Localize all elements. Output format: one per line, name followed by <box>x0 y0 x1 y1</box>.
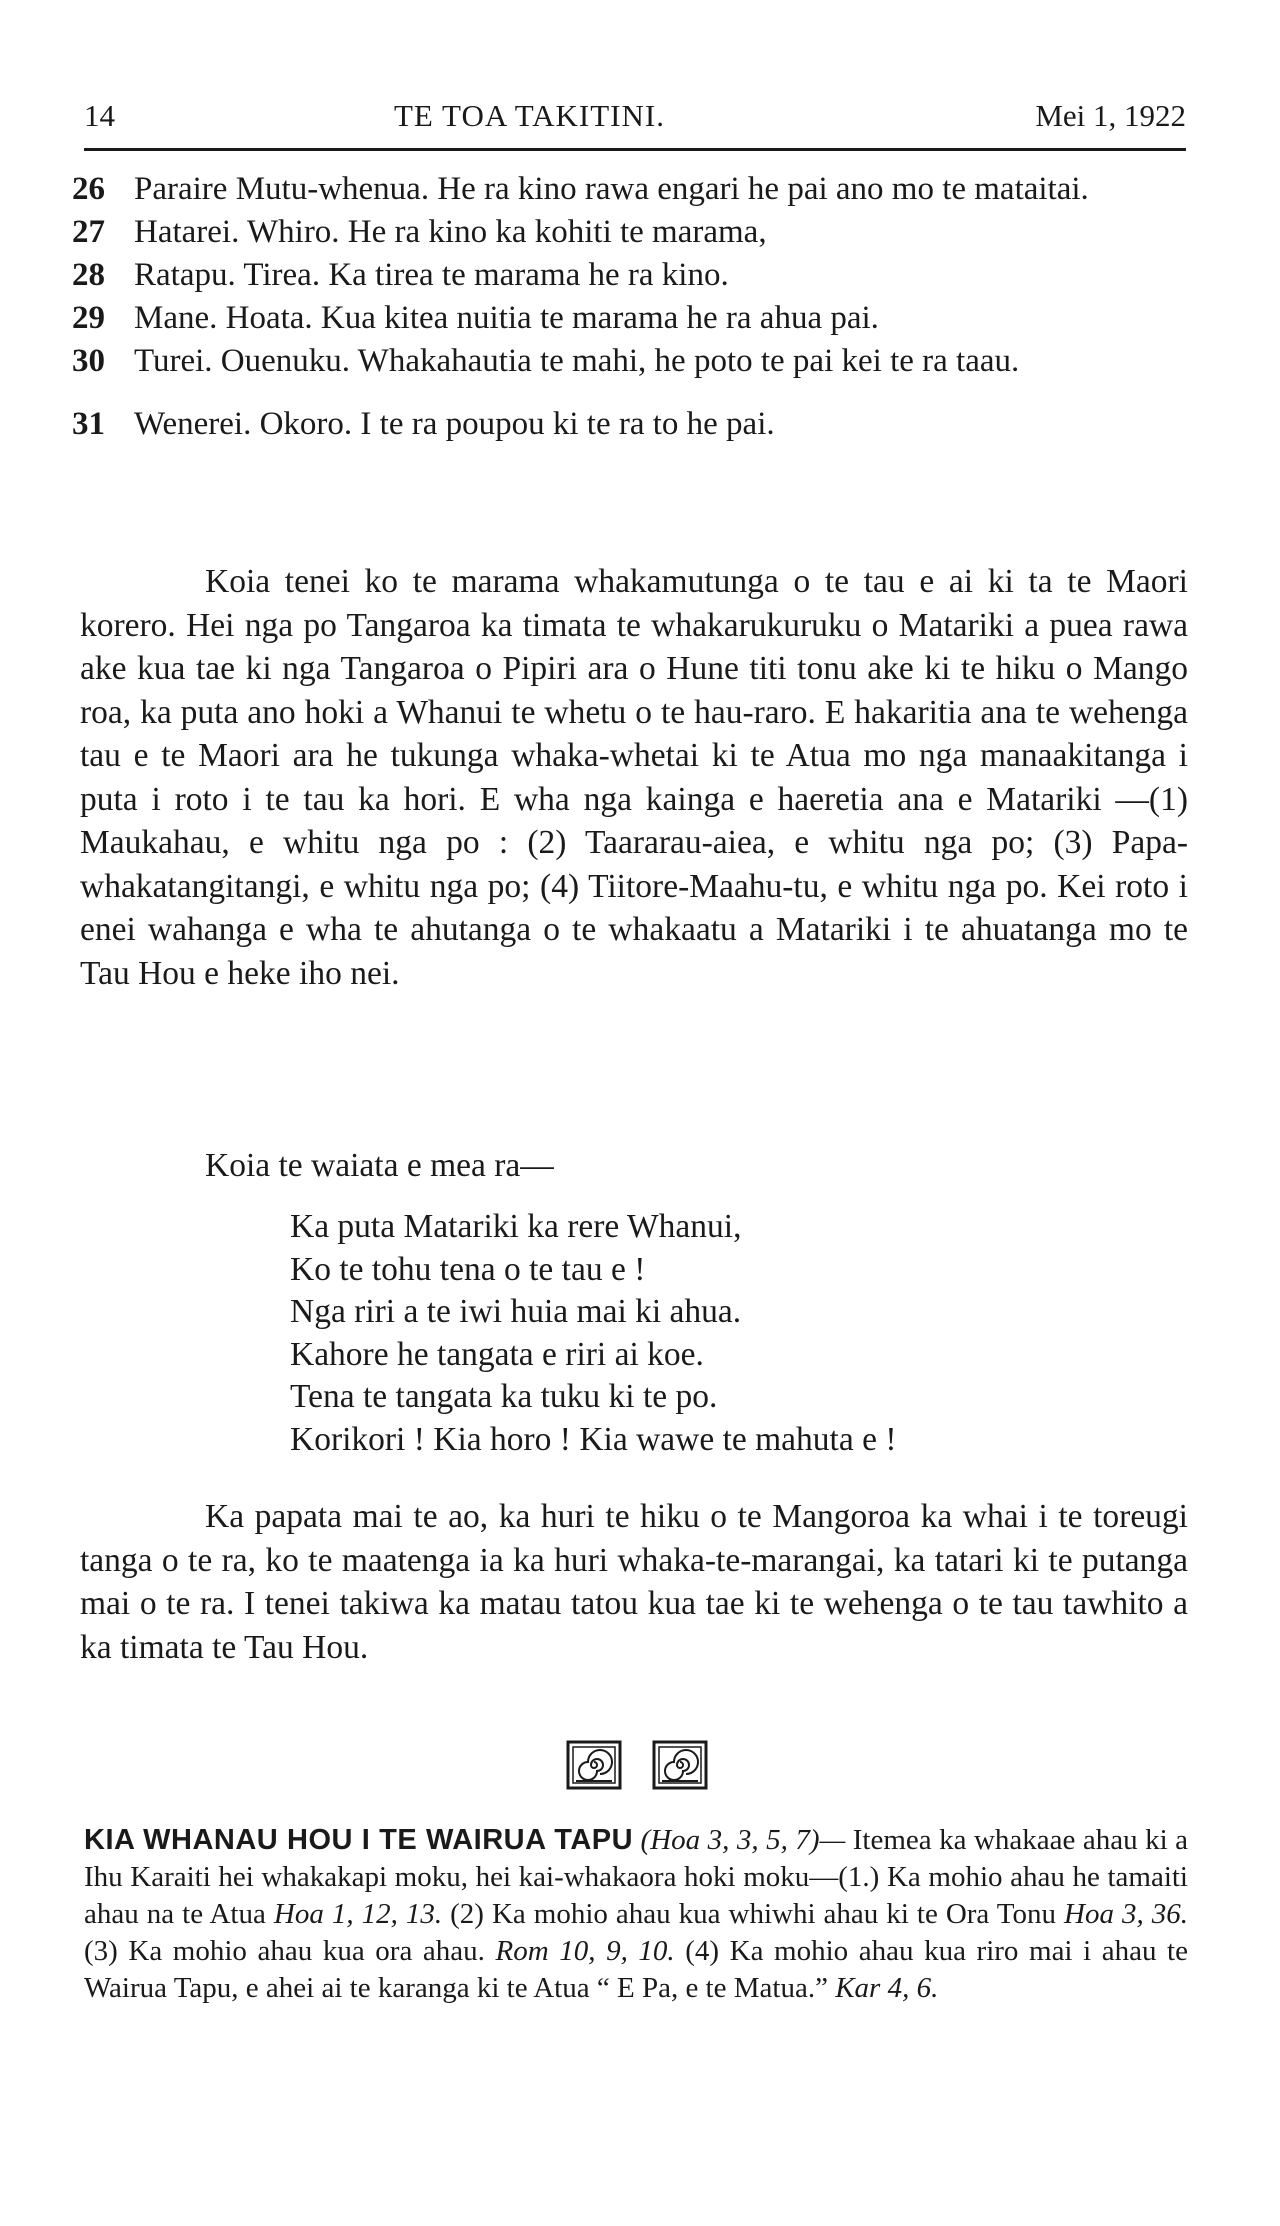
notice-heading: KIA WHANAU HOU I TE WAIRUA TAPU <box>84 1824 634 1856</box>
matariki-paragraph: Koia tenei ko te marama whakamutunga o te tau e ai ki ta te Maori korero. Hei nga po Tangaroa ka timata te whakarukuruku o Matariki a puea rawa ake kua tae ki nga Tangaroa o Pipiri ara o Hune titi tonu ake ki te hiku o Mango roa, ka puta ano hoki a Whanui te whetu o te hau-raro. E hakaritia ana te wehenga tau e te Maori ara he tukunga whaka-whetai ki te Atua mo nga manaakitanga i puta i roto i te tau ka hori. E wha nga kainga e haeretia ana e Matariki —(1) Maukahau, e whitu nga po : (2) Taararau-aiea, e whitu nga po; (3) Papa-whakatangitangi, e whitu nga po; (4) Tiitore-Maahu-tu, e whitu nga po. Kei roto i enei wahanga e wha te ahutanga o te whakaatu a Matariki i te ahuatanga mo te Tau Hou e heke iho nei. <box>80 563 1188 992</box>
song-intro: Koia te waiata e mea ra— <box>205 1147 554 1184</box>
scripture-reference: Hoa 3, 36. <box>1064 1898 1188 1930</box>
verse-line: Tena te tangata ka tuku ki te po. <box>290 1378 718 1415</box>
new-year-paragraph: Ka papata mai te ao, ka huri te hiku o te Mangoroa ka whai i te toreugi tanga o te ra, ko te maatenga ia ka huri whaka-te-marangai, ka tatari ki te putanga mai o te ra. I tenei takiwa ka matau tatou kua tae ki te wehenga o te tau tawhito a ka timata te Tau Hou. <box>80 1498 1188 1666</box>
calendar-entry <box>72 211 1192 254</box>
day-number: 28 <box>72 257 105 293</box>
notice-text: (3) Ka mohio ahau kua ora ahau. <box>84 1935 496 1967</box>
day-number: 31 <box>72 406 105 442</box>
song-verse <box>290 1206 897 1461</box>
spiral-ornament-icon <box>652 1740 708 1790</box>
entry-text: Paraire Mutu-whenua. He ra kino rawa engari he pai ano mo te mataitai. <box>134 171 1089 207</box>
verse-line: Korikori ! Kia horo ! Kia wawe te mahuta e ! <box>290 1420 897 1458</box>
scripture-reference: Rom 10, 9, 10. <box>495 1935 675 1967</box>
entry-text: Mane. Hoata. Kua kitea nuitia te marama he ra ahua pai. <box>134 300 879 336</box>
verse-line: Nga riri a te iwi huia mai ki ahua. <box>290 1293 742 1330</box>
entry-text: Turei. Ouenuku. Whakahautia te mahi, he poto te pai kei te ra taau. <box>134 343 1020 379</box>
calendar-entry <box>72 254 1192 297</box>
entry-text: Hatarei. Whiro. He ra kino ka kohiti te marama, <box>134 214 767 250</box>
notice-text: (2) Ka mohio ahau kua whiwhi ahau ki te Ora Tonu <box>442 1898 1064 1930</box>
scripture-reference: Hoa 1, 12, 13. <box>273 1898 443 1930</box>
born-again-notice <box>84 1822 1188 2007</box>
header-rule <box>84 148 1186 151</box>
notice-text: (4) Ka mohio ahau kua riro mai i ahau te Wairua Tapu, e ahei ai te karanga ki te Atua “ E Pa, e te Matua.” <box>84 1935 1188 2004</box>
calendar-entry <box>72 297 1192 340</box>
day-number: 27 <box>72 214 105 250</box>
day-number: 29 <box>72 300 105 336</box>
issue-date: Mei 1, 1922 <box>1035 98 1186 133</box>
entry-text: Wenerei. Okoro. I te ra poupou ki te ra to he pai. <box>134 406 775 442</box>
calendar-entry <box>72 403 1192 446</box>
verse-line: Ka puta Matariki ka rere Whanui, <box>290 1208 742 1245</box>
scripture-reference: Kar 4, 6. <box>835 1972 939 2004</box>
verse-line: Kahore he tangata e riri ai koe. <box>290 1335 704 1373</box>
calendar-entry <box>72 168 1192 211</box>
publication-title: TE TOA TAKITINI. <box>394 98 665 133</box>
lunar-calendar-list <box>72 168 1192 446</box>
notice-heading-reference: (Hoa 3, 3, 5, 7)— <box>640 1824 846 1856</box>
spiral-ornament-icon <box>566 1740 622 1790</box>
running-header <box>84 96 1186 140</box>
notice-text: Itemea ka whakaae ahau ki a Ihu Karaiti hei whakakapi moku, hei kai-whakaora hoki moku—(1.) Ka mohio ahau he tamaiti ahau na te Atua <box>84 1824 1189 1930</box>
calendar-entry <box>72 340 1192 383</box>
entry-text: Ratapu. Tirea. Ka tirea te marama he ra kino. <box>134 257 729 293</box>
verse-line: Ko te tohu tena o te tau e ! <box>290 1250 646 1288</box>
day-number: 30 <box>72 343 105 379</box>
page-number: 14 <box>84 98 115 133</box>
day-number: 26 <box>72 171 105 207</box>
